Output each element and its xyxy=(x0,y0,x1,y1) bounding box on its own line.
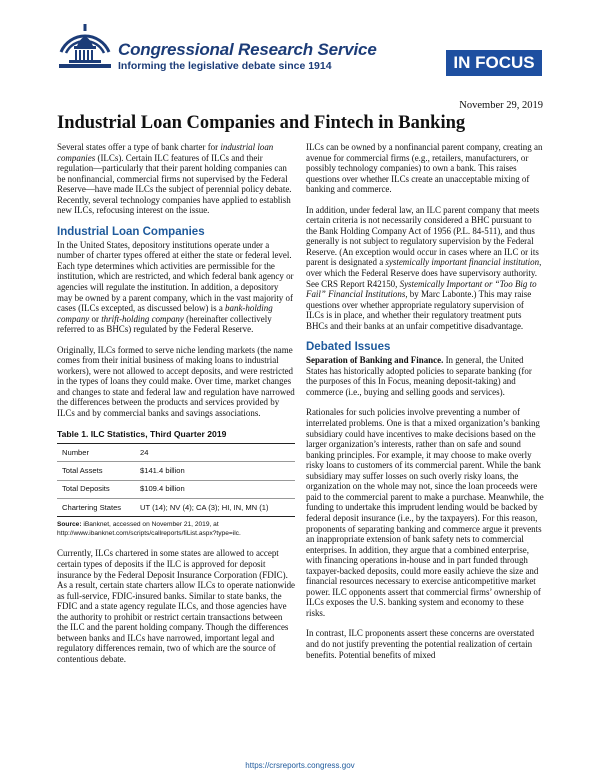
intro-paragraph: Several states offer a type of bank charter for industrial loan companies (ILCs). Certain ILC features of ILCs and their regulation—particularly that their parent holding companies can be nonfinancial, commercial firms not supervised by the Federal Reserve—have made ILCs the subject of perennial policy debate. Recently, several technology companies have applied to establish new ILCs, refocusing interest on the issue. xyxy=(57,142,292,216)
debated-paragraph-1: Separation of Banking and Finance. In general, the United States has historically adopted policies to separate banking (for the purposes of this In Focus, meaning deposit-taking) and commerce (i.e., buying and selling goods and services). xyxy=(306,355,532,397)
table-row xyxy=(57,462,295,480)
org-tagline: Informing the legislative debate since 1914 xyxy=(118,60,332,72)
right-column xyxy=(306,142,544,660)
in-focus-badge: IN FOCUS xyxy=(446,50,542,76)
left-column xyxy=(57,142,295,664)
section-heading-debated-issues: Debated Issues xyxy=(306,341,391,354)
table-cell-label: Total Deposits xyxy=(57,480,135,498)
table-cell-value: 24 xyxy=(135,444,295,462)
table-row xyxy=(57,480,295,498)
capitol-dome-icon xyxy=(55,22,115,74)
table-source-note: Source: iBanknet, accessed on November 21, 2019, at http://www.ibanknet.com/scripts/callreports/fiList.aspx?type=ilc. xyxy=(57,521,241,538)
table-cell-label: Total Assets xyxy=(57,462,135,480)
section-heading-ilc: Industrial Loan Companies xyxy=(57,225,205,238)
ilc-paragraph-2: Originally, ILCs formed to serve niche lending markets (the name comes from their initial business of making loans to industrial workers), were not allowed to accept deposits, and were restricted in the types of loans they could make. Over time, market changes and changes to state and federal law and regulation have narrowed the differences between the products and services provided by ILCs and by commercial banks and savings associations. xyxy=(57,344,295,419)
debated-paragraph-2: Rationales for such policies involve preventing a number of interrelated problems. One is that a mixed organization’s banking subsidiary could have incentives to make decisions based on the larger organization’s interests, rather than on safe and sound banking principles. For example, it may choose to make overly risky loans to customers of its commercial parent. While the bank subsidiary may suffer losses on such overly risky loans, the organization on the whole may not, since the loan proceeds were paid to the commercial parent to make a purchase. Meanwhile, the funding to undertake this imprudent lending would be backed by federal deposit insurance (i.e., by the taxpayers). For this reason, proponents of separating banking and commerce argue it prevents an inappropriate extension of bank safety nets to commercial enterprises. In addition, they argue that a combined enterprise, with financing operations in-house and in part funded through taxpayer-backed deposits, could more easily achieve the size and financial resources necessary to exercise anticompetitive market power. ILC opponents assert that commercial firms’ ownership of ILCs exposes the U.S. banking system and economy to these risks. xyxy=(306,407,544,618)
table-cell-label: Chartering States xyxy=(57,499,135,517)
page-title: Industrial Loan Companies and Fintech in Banking xyxy=(57,113,466,133)
table-cell-label: Number xyxy=(57,444,135,462)
org-name: Congressional Research Service xyxy=(118,40,377,59)
header xyxy=(0,0,600,90)
table-row xyxy=(57,499,295,517)
publication-date: November 29, 2019 xyxy=(459,100,543,111)
right-paragraph-2: In addition, under federal law, an ILC parent company that meets certain criteria is not necessarily considered a BHC pursuant to the Bank Holding Company Act of 1956 (P.L. 84-511), and thus generally is not subject to regulatory supervision by the Federal Reserve. (An exception would occur in cases where an ILC or its parent is designated a systemically important financial institution, over which the Federal Reserve does have supervisory authority. See CRS Report R42150, Systemically Important or “Too Big to Fail” Financial Institutions, by Marc Labonte.) This may raise questions over whether appropriate regulatory supervision of ILCs is in place, and whether their regulatory treatment puts BHCs and their banks at an unfair competitive disadvantage. xyxy=(306,204,542,331)
footer-url[interactable]: https://crsreports.congress.gov xyxy=(245,761,355,770)
ilc-statistics-table xyxy=(57,443,295,517)
right-paragraph-1: ILCs can be owned by a nonfinancial parent company, creating an avenue for commercial firms (e.g., retailers, manufacturers, or possibly technology companies) to own a bank. This raises questions over whether ILCs create an unacceptable mixing of banking and commerce. xyxy=(306,142,543,195)
table-title: Table 1. ILC Statistics, Third Quarter 2019 xyxy=(57,428,227,439)
table-cell-value: $141.4 billion xyxy=(135,462,295,480)
ilc-paragraph-3: Currently, ILCs chartered in some states are allowed to accept certain types of deposits if the ILC is approved for deposit insurance by the Federal Deposit Insurance Corporation (FDIC). As a result, certain state charters allow ILCs to operate nationwide as full-service, FDIC-insured banks. Similar to state banks, the FDIC and a state agency regulate ILCs, and those agencies have the authority to prohibit or restrict certain transactions between the ILC and the parent holding company. Though the differences between banks and ILCs have narrowed, important legal and regulatory differences remain, two of which are the source of contentious debate. xyxy=(57,548,296,664)
table-cell-value: UT (14); NV (4); CA (3); HI, IN, MN (1) xyxy=(135,499,295,517)
ilc-paragraph-1: In the United States, depository institutions operate under a number of charter types offered at either the state or federal level. Each type determines which activities are permissible for the institution, which are restricted, and which federal bank agency or agencies will regulate the institution. In addition, a depository may be owned by a parent company, which in the vast majority of cases (ILCs excepted, as discussed below) is a bank-holding company or thrift-holding company (hereinafter collectively referred to as BHCs) regulated by the Federal Reserve. xyxy=(57,239,294,335)
table-cell-value: $109.4 billion xyxy=(135,480,295,498)
debated-paragraph-3: In contrast, ILC proponents assert these concerns are overstated and do not justify preventing the potential realization of certain benefits. Potential benefits of mixed xyxy=(306,628,535,660)
table-row xyxy=(57,444,295,462)
